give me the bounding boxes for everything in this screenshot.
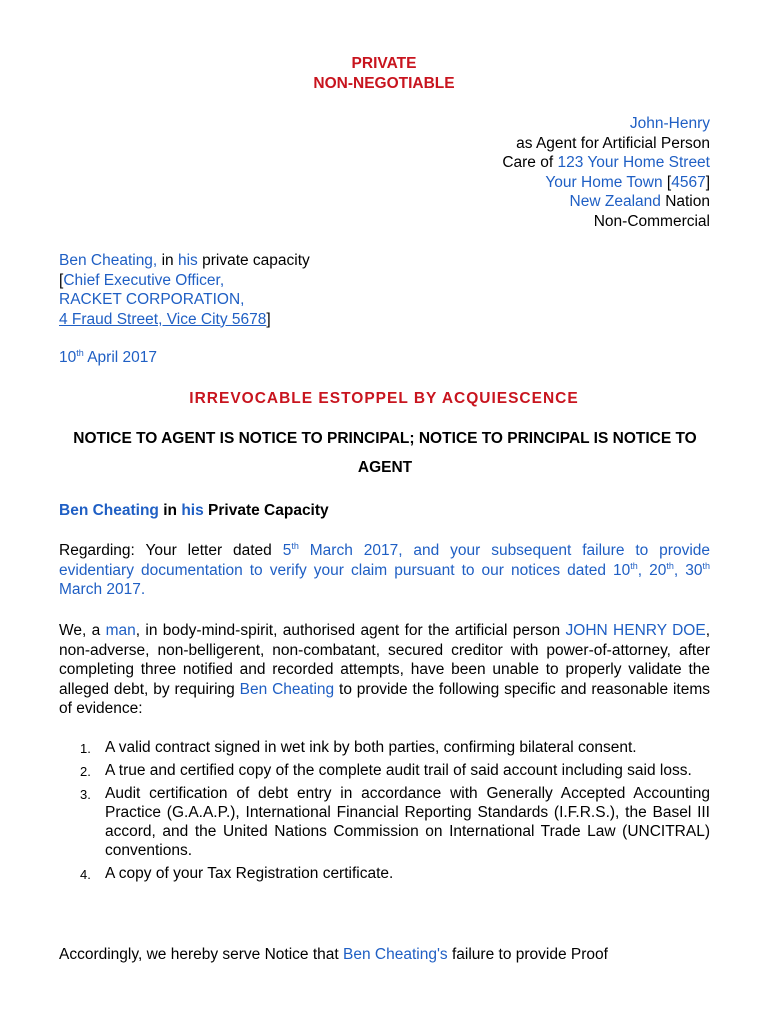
header-non-negotiable: NON-NEGOTIABLE xyxy=(313,75,455,92)
document-title: IRREVOCABLE ESTOPPEL BY ACQUIESCENCE xyxy=(189,390,579,407)
recipient-title: Chief Executive Officer, xyxy=(63,271,225,289)
sender-town: Your Home Town xyxy=(545,173,663,191)
letter-header xyxy=(0,54,768,94)
list-item: 1. A valid contract signed in wet ink by both parties, confirming bilateral consent. xyxy=(80,739,637,756)
recipient-address-line: 4 Fraud Street, Vice City 5678] xyxy=(59,310,271,328)
sender-block xyxy=(502,114,710,231)
sender-postcode: 4567 xyxy=(671,173,706,191)
sender-role: as Agent for Artificial Person xyxy=(516,134,710,152)
sender-country: New Zealand xyxy=(569,193,661,210)
letter-date: 10th April 2017 xyxy=(59,348,158,367)
agent-paragraph: We, a man, in body-mind-spirit, authorised agent for the artificial person JOHN HENRY DOE, non-adverse, non-belligerent, non-combatant, secured creditor with power-of-attorney, after completing three notified and recorded attempts, have been unable to properly validate the alleged debt, by requiring Ben Cheating to provide the following specific and reasonable items of evidence: xyxy=(59,622,710,717)
header-private: PRIVATE xyxy=(351,55,417,72)
list-item: 3. Audit certification of debt entry in accordance with Generally Accepted Accounting Practice (G.A.A.P.), International Financial Reporting Standards (I.F.R.S.), the Basel III accord, and the United Nations Commission on International Trade Law (UNCITRAL) conventions. xyxy=(80,785,710,859)
recipient-company: RACKET CORPORATION, xyxy=(59,291,245,308)
notice-heading: NOTICE TO AGENT IS NOTICE TO PRINCIPAL; NOTICE TO PRINCIPAL IS NOTICE TO AGENT xyxy=(73,430,697,476)
recipient-block xyxy=(59,251,310,329)
sender-status: Non-Commercial xyxy=(593,212,710,230)
recipient-name: Ben Cheating, xyxy=(59,252,158,269)
recipient-address-link[interactable]: 4 Fraud Street, Vice City 5678 xyxy=(59,310,267,328)
recipient-title-line: [Chief Executive Officer, xyxy=(59,271,225,289)
sender-street-line: Care of 123 Your Home Street xyxy=(502,154,710,171)
list-item: 2. A true and certified copy of the complete audit trail of said account including said loss. xyxy=(80,762,692,779)
addressee-line: Ben Cheating in his Private Capacity xyxy=(59,502,329,519)
recipient-name-line: Ben Cheating, in his private capacity xyxy=(59,252,310,269)
evidence-list xyxy=(59,738,710,887)
sender-country-line: New Zealand Nation xyxy=(569,193,710,210)
list-item: 4. A copy of your Tax Registration certificate. xyxy=(80,865,394,882)
closing-paragraph: Accordingly, we hereby serve Notice that Ben Cheating's failure to provide Proof xyxy=(59,946,608,963)
regarding-paragraph: Regarding: Your letter dated 5th March 2017, and your subsequent failure to provide evidentiary documentation to verify your claim pursuant to our notices dated 10th, 20th, 30th March 2017. xyxy=(59,540,711,598)
sender-street: 123 Your Home Street xyxy=(557,154,710,171)
sender-town-line: Your Home Town [4567] xyxy=(545,173,710,191)
sender-name: John-Henry xyxy=(629,115,710,132)
